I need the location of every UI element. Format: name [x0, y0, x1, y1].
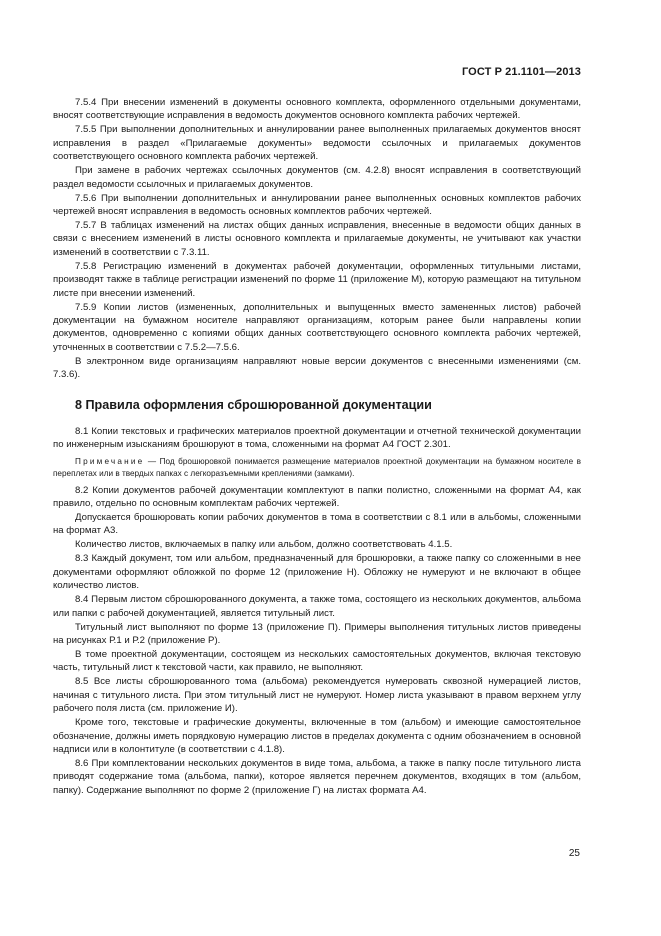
paragraph-8-5: 8.5 Все листы сброшюрованного тома (альбома) рекомендуется нумеровать сквозной нумерацией листов, начиная с титульного листа. При этом титульный лист не нумеруют. Номер листа указывают в правом верхнем углу рабочего поля листа (см. приложение И).	[53, 676, 581, 715]
note-label: Примечание	[75, 456, 145, 466]
paragraph-8-2-sheet-count: Количество листов, включаемых в папку или альбом, должно соответствовать 4.1.5.	[75, 539, 453, 551]
paragraph-8-4: 8.4 Первым листом сброшюрованного документа, а также тома, состоящего из нескольких документов, альбома или папки с рабочей документацией, является титульный лист.	[53, 594, 581, 619]
paragraph-8-5-numbering: Кроме того, текстовые и графические документы, включенные в том (альбом) и имеющие самостоятельное обозначение, должны иметь порядковую нумерацию листов в пределах документа с одним обозначением в основной надписи или в колонтитуле (в соответствии с 4.1.8).	[53, 717, 581, 755]
paragraph-7-5-7: 7.5.7 В таблицах изменений на листах общих данных исправления, внесенные в ведомости общих данных в связи с внесением изменений в листы основного комплекта и прилагаемые документы, не учитывают как участки изменений в соответствии с 7.3.11.	[53, 220, 581, 258]
paragraph-7-5-5-replacement: При замене в рабочих чертежах ссылочных документов (см. 4.2.8) вносят исправления в соответствующий раздел ведомости ссылочных и прилагаемых документов.	[53, 165, 581, 190]
paragraph-8-4-title-sheet: Титульный лист выполняют по форме 13 (приложение П). Примеры выполнения титульных листов приведены на рисунках Р.1 и Р.2 (приложение Р).	[53, 621, 581, 646]
paragraph-8-3: 8.3 Каждый документ, том или альбом, предназначенный для брошюровки, а также папку со сложенными в нее документами оформляют обложкой по форме 12 (приложение Н). Обложку не нумеруют и не включают в общее количество листов.	[53, 553, 581, 592]
section-8-title: 8 Правила оформления сброшюрованной документации	[75, 397, 432, 412]
paragraph-7-5-5: 7.5.5 При выполнении дополнительных и аннулировании ранее выполненных прилагаемых документов вносят исправления в раздел «Прилагаемые документы» ведомости ссылочных и прилагаемых документов соответствующего основного комплекта рабочих чертежей.	[53, 124, 581, 163]
paragraph-7-5-9-electronic: В электронном виде организациям направляют новые версии документов с внесенными изменениями (см. 7.3.6).	[53, 355, 581, 381]
standard-code-header: ГОСТ Р 21.1101—2013	[461, 66, 581, 78]
paragraph-8-1: 8.1 Копии текстовых и графических материалов проектной документации и отчетной технической документации по инженерным изысканиям брошюруют в тома, сложенными на формат А4 ГОСТ 2.301.	[53, 425, 581, 451]
paragraph-7-5-6: 7.5.6 При выполнении дополнительных и аннулировании ранее выполненных основных комплектов рабочих чертежей вносят исправления в ведомость основных комплектов рабочих чертежей.	[53, 192, 581, 218]
paragraph-8-4-volume: В томе проектной документации, состоящем из нескольких самостоятельных документов, включая текстовую часть, титульный лист к текстовой части, как правило, не выполняют.	[53, 648, 581, 674]
paragraph-7-5-4: 7.5.4 При внесении изменений в документы основного комплекта, оформленного отдельными документами, вносят соответствующие исправления в ведомость документов основного комплекта рабочих чертежей.	[53, 97, 581, 122]
page-number: 25	[568, 848, 580, 859]
note-8-1	[53, 456, 581, 480]
page-content	[53, 96, 581, 797]
paragraph-7-5-9: 7.5.9 Копии листов (измененных, дополнительных и выпущенных вместо замененных листов) рабочей документации на бумажном носителе направляют организациям, которым ранее были направлены копии документов, одновременно с копиями общих данных соответствующего основного комплекта рабочих чертежей, уточненных в соответствии с 7.5.2—7.5.6.	[53, 301, 581, 353]
paragraph-7-5-8: 7.5.8 Регистрацию изменений в документах рабочей документации, оформленных титульными листами, производят также в таблице регистрации изменений по форме 11 (приложение М), которую размещают на титульном листе при внесении изменений.	[53, 260, 581, 299]
note-text: — Под брошюровкой понимается размещение материалов проектной документации на бумажном носителе в переплетах или в твердых папках с легкоразъемными креплениями (замками).	[53, 456, 581, 478]
paragraph-8-6: 8.6 При комплектовании нескольких документов в виде тома, альбома, а также в папку после титульного листа приводят содержание тома (альбома, папки), которое является перечнем документов, входящих в том (альбом, папку). Содержание выполняют по форме 2 (приложение Г) на листах формата А4.	[53, 757, 581, 796]
paragraph-8-2: 8.2 Копии документов рабочей документации комплектуют в папки полистно, сложенными на формат А4, как правило, отдельно по основным комплектам рабочих чертежей.	[53, 484, 581, 509]
paragraph-8-2-albums: Допускается брошюровать копии рабочих документов в тома в соответствии с 8.1 или в альбомы, сложенными на формат А3.	[53, 511, 581, 537]
